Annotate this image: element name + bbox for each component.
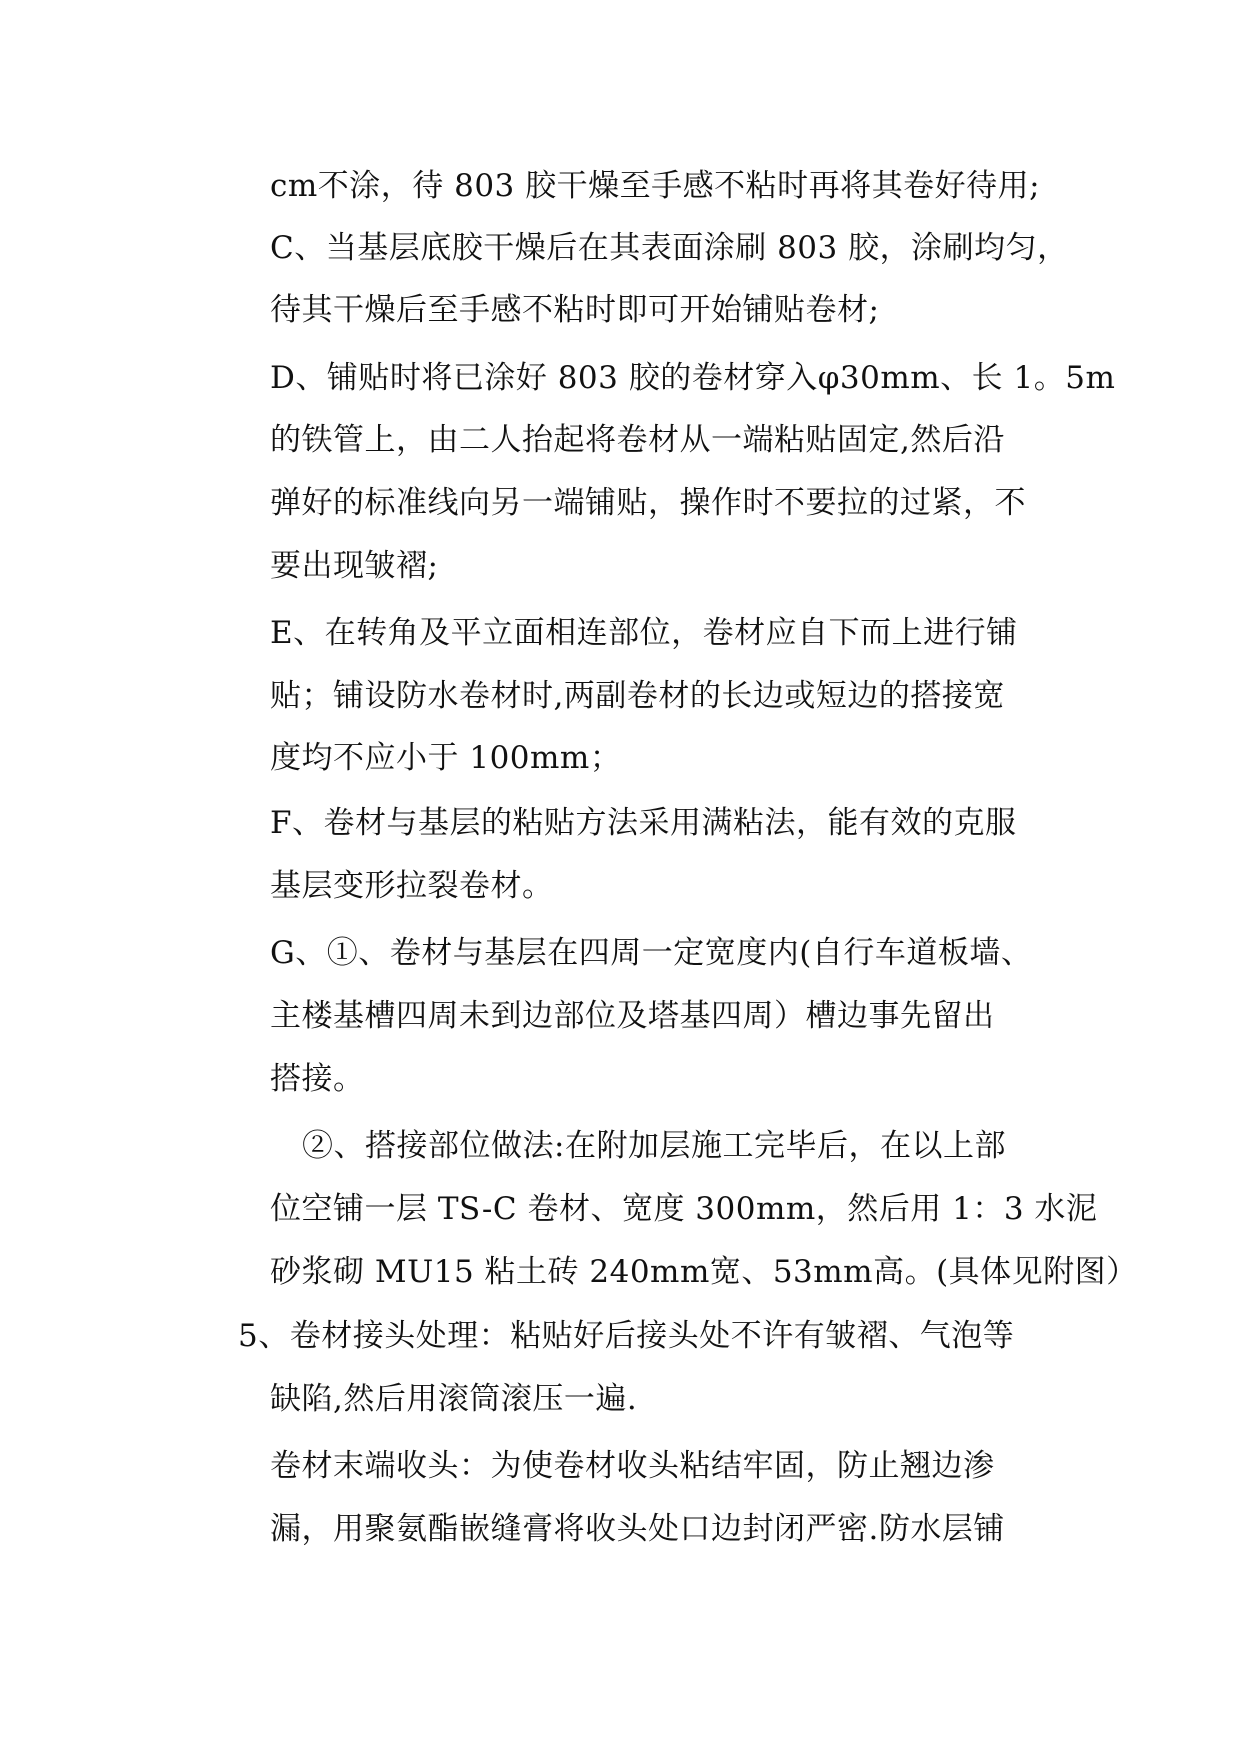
text-line: F、卷材与基层的粘贴方法采用满粘法，能有效的克服 (270, 805, 1017, 841)
text-line: 主楼基槽四周未到边部位及塔基四周）槽边事先留出 (270, 998, 995, 1034)
text-line: 卷材末端收头：为使卷材收头粘结牢固，防止翘边渗 (270, 1448, 995, 1484)
text-line: 缺陷,然后用滚筒滚压一遍. (270, 1381, 638, 1417)
text-line: 砂浆砌 MU15 粘土砖 240mm宽、53mm高。(具体见附图） (270, 1254, 1138, 1290)
text-line: D、铺贴时将已涂好 803 胶的卷材穿入φ30mm、长 1。5m (270, 360, 1116, 396)
text-line: 弹好的标准线向另一端铺贴，操作时不要拉的过紧，不 (270, 485, 1026, 521)
text-line: 漏，用聚氨酯嵌缝膏将收头处口边封闭严密.防水层铺 (270, 1511, 1005, 1547)
text-line: 位空铺一层 TS-C 卷材、宽度 300mm，然后用 1：3 水泥 (270, 1191, 1098, 1227)
text-line: 基层变形拉裂卷材。 (270, 868, 554, 904)
text-line: 要出现皱褶; (270, 548, 439, 584)
text-line: E、在转角及平立面相连部位，卷材应自下而上进行铺 (270, 615, 1018, 651)
text-line: 搭接。 (270, 1061, 365, 1097)
text-line: ②、搭接部位做法:在附加层施工完毕后，在以上部 (302, 1128, 1006, 1164)
text-line: cm不涂，待 803 胶干燥至手感不粘时再将其卷好待用; (270, 168, 1041, 204)
text-line: 5、卷材接头处理：粘贴好后接头处不许有皱褶、气泡等 (238, 1318, 1015, 1354)
text-line: 待其干燥后至手感不粘时即可开始铺贴卷材; (270, 292, 880, 328)
text-line: 的铁管上，由二人抬起将卷材从一端粘贴固定,然后沿 (270, 422, 1005, 458)
text-line: C、当基层底胶干燥后在其表面涂刷 803 胶，涂刷均匀， (270, 230, 1069, 266)
text-line: 度均不应小于 100mm； (270, 740, 622, 776)
text-line: G、①、卷材与基层在四周一定宽度内(自行车道板墙、 (270, 935, 1033, 971)
text-line: 贴；铺设防水卷材时,两副卷材的长边或短边的搭接宽 (270, 678, 1005, 714)
